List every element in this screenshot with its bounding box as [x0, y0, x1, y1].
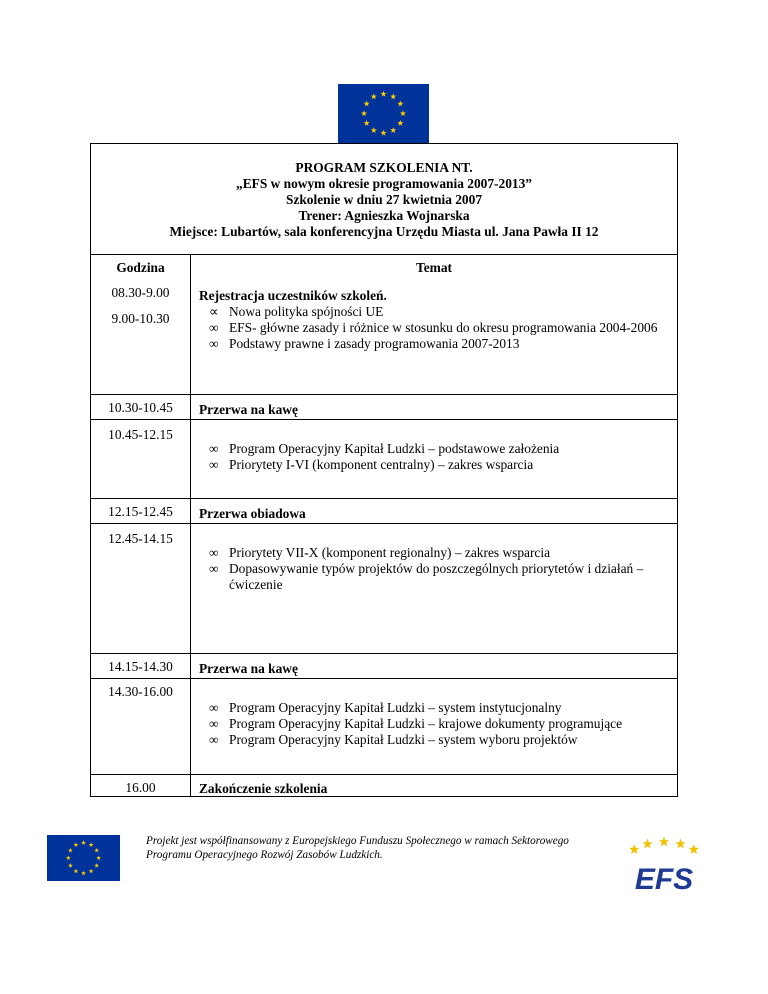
list-item: ∞ Program Operacyjny Kapitał Ludzki – krajowe dokumenty programujące: [209, 716, 623, 731]
time-cell: 10.30-10.45: [108, 400, 173, 415]
time-cell: 12.15-12.45: [108, 504, 173, 519]
list-item: ∞ Program Operacyjny Kapitał Ludzki – podstawowe założenia: [209, 441, 560, 456]
efs-logo-icon: [620, 836, 708, 894]
time-cell: 9.00-10.30: [111, 311, 170, 326]
eu-flag-icon: [338, 84, 429, 143]
table-row: [91, 524, 677, 654]
efs-star: [659, 837, 669, 847]
table-row: [91, 775, 677, 797]
list-item: ∞ Priorytety VII-X (komponent regionalny) – zakres wsparcia: [209, 545, 551, 560]
column-header-topic: Temat: [416, 260, 452, 275]
infinity-bullet-icon: ∞: [209, 561, 219, 576]
time-cell: 12.45-14.15: [108, 531, 173, 546]
topic-cell: [199, 690, 669, 748]
time-cell: 14.15-14.30: [108, 659, 173, 674]
topic-cell: [199, 545, 669, 593]
efs-logo-text: EFS: [634, 863, 694, 894]
topic-cell: [199, 288, 669, 352]
infinity-bullet-icon: ∞: [209, 441, 219, 456]
time-cell: 14.30-16.00: [108, 684, 173, 699]
infinity-bullet-icon: ∞: [209, 336, 219, 351]
infinity-bullet-icon: ∞: [209, 320, 219, 335]
list-item: ∞ Priorytety I-VI (komponent centralny) – zakres wsparcia: [209, 457, 534, 472]
topic-cell: [199, 431, 669, 473]
list-item: ∞ Podstawy prawne i zasady programowania 2007-2013: [209, 336, 520, 351]
infinity-bullet-icon: ∞: [209, 716, 219, 731]
table-header-row: [91, 254, 677, 282]
infinity-bullet-icon: ∞: [209, 457, 219, 472]
efs-star: [689, 844, 699, 854]
efs-star: [642, 838, 652, 848]
funding-note: Projekt jest współfinansowany z Europejskiego Funduszu Społecznego w ramach Sektorowego Programu Operacyjnego Rozwój Zasobów Ludzkich.: [146, 835, 569, 861]
list-item: ∞ Dopasowywanie typów projektów do poszczególnych priorytetów i działań – ćwiczenie: [209, 561, 644, 592]
table-row: [91, 679, 677, 775]
efs-star: [629, 844, 639, 854]
program-title: PROGRAM SZKOLENIA NT.: [295, 160, 473, 175]
program-subtitle: „EFS w nowym okresie programowania 2007-2013”: [236, 176, 532, 191]
infinity-bullet-icon: ∞: [209, 700, 219, 715]
table-row: [91, 282, 677, 395]
topic-list: [199, 441, 669, 473]
table-row: [91, 654, 677, 679]
row-title: Przerwa na kawę: [199, 661, 298, 676]
topic-list: [199, 304, 669, 352]
infinity-bullet-icon: ∞: [209, 732, 219, 747]
row-title: Zakończenie szkolenia: [199, 781, 328, 796]
table-row: [91, 499, 677, 524]
column-header-time: Godzina: [116, 260, 165, 275]
table-row: [91, 395, 677, 420]
program-location: Miejsce: Lubartów, sala konferencyjna Urzędu Miasta ul. Jana Pawła II 12: [169, 224, 599, 239]
proportional-bullet-icon: ∝: [209, 304, 219, 319]
list-item: ∞ EFS- główne zasady i różnice w stosunku do okresu programowania 2004-2006: [209, 320, 658, 335]
program-header: [90, 143, 678, 255]
topic-list: [199, 700, 669, 748]
list-item: ∝ Nowa polityka spójności UE: [209, 304, 384, 319]
topic-list: [199, 545, 669, 593]
infinity-bullet-icon: ∞: [209, 545, 219, 560]
time-cell: 16.00: [125, 780, 156, 795]
program-trainer: Trener: Agnieszka Wojnarska: [298, 208, 470, 223]
list-item: ∞ Program Operacyjny Kapitał Ludzki – system wyboru projektów: [209, 732, 578, 747]
list-item: ∞ Program Operacyjny Kapitał Ludzki – system instytucjonalny: [209, 700, 562, 715]
program-date: Szkolenie w dniu 27 kwietnia 2007: [285, 192, 483, 207]
efs-stars: [629, 837, 699, 855]
row-title: Przerwa na kawę: [199, 402, 298, 417]
schedule-table: [90, 254, 678, 797]
time-cell: 10.45-12.15: [108, 427, 173, 442]
row-title: Rejestracja uczestników szkoleń.: [199, 288, 387, 303]
row-title: Przerwa obiadowa: [199, 506, 306, 521]
table-row: [91, 420, 677, 499]
time-cell: 08.30-9.00: [111, 285, 170, 300]
eu-flag-icon: [47, 835, 120, 881]
efs-star: [675, 838, 685, 848]
